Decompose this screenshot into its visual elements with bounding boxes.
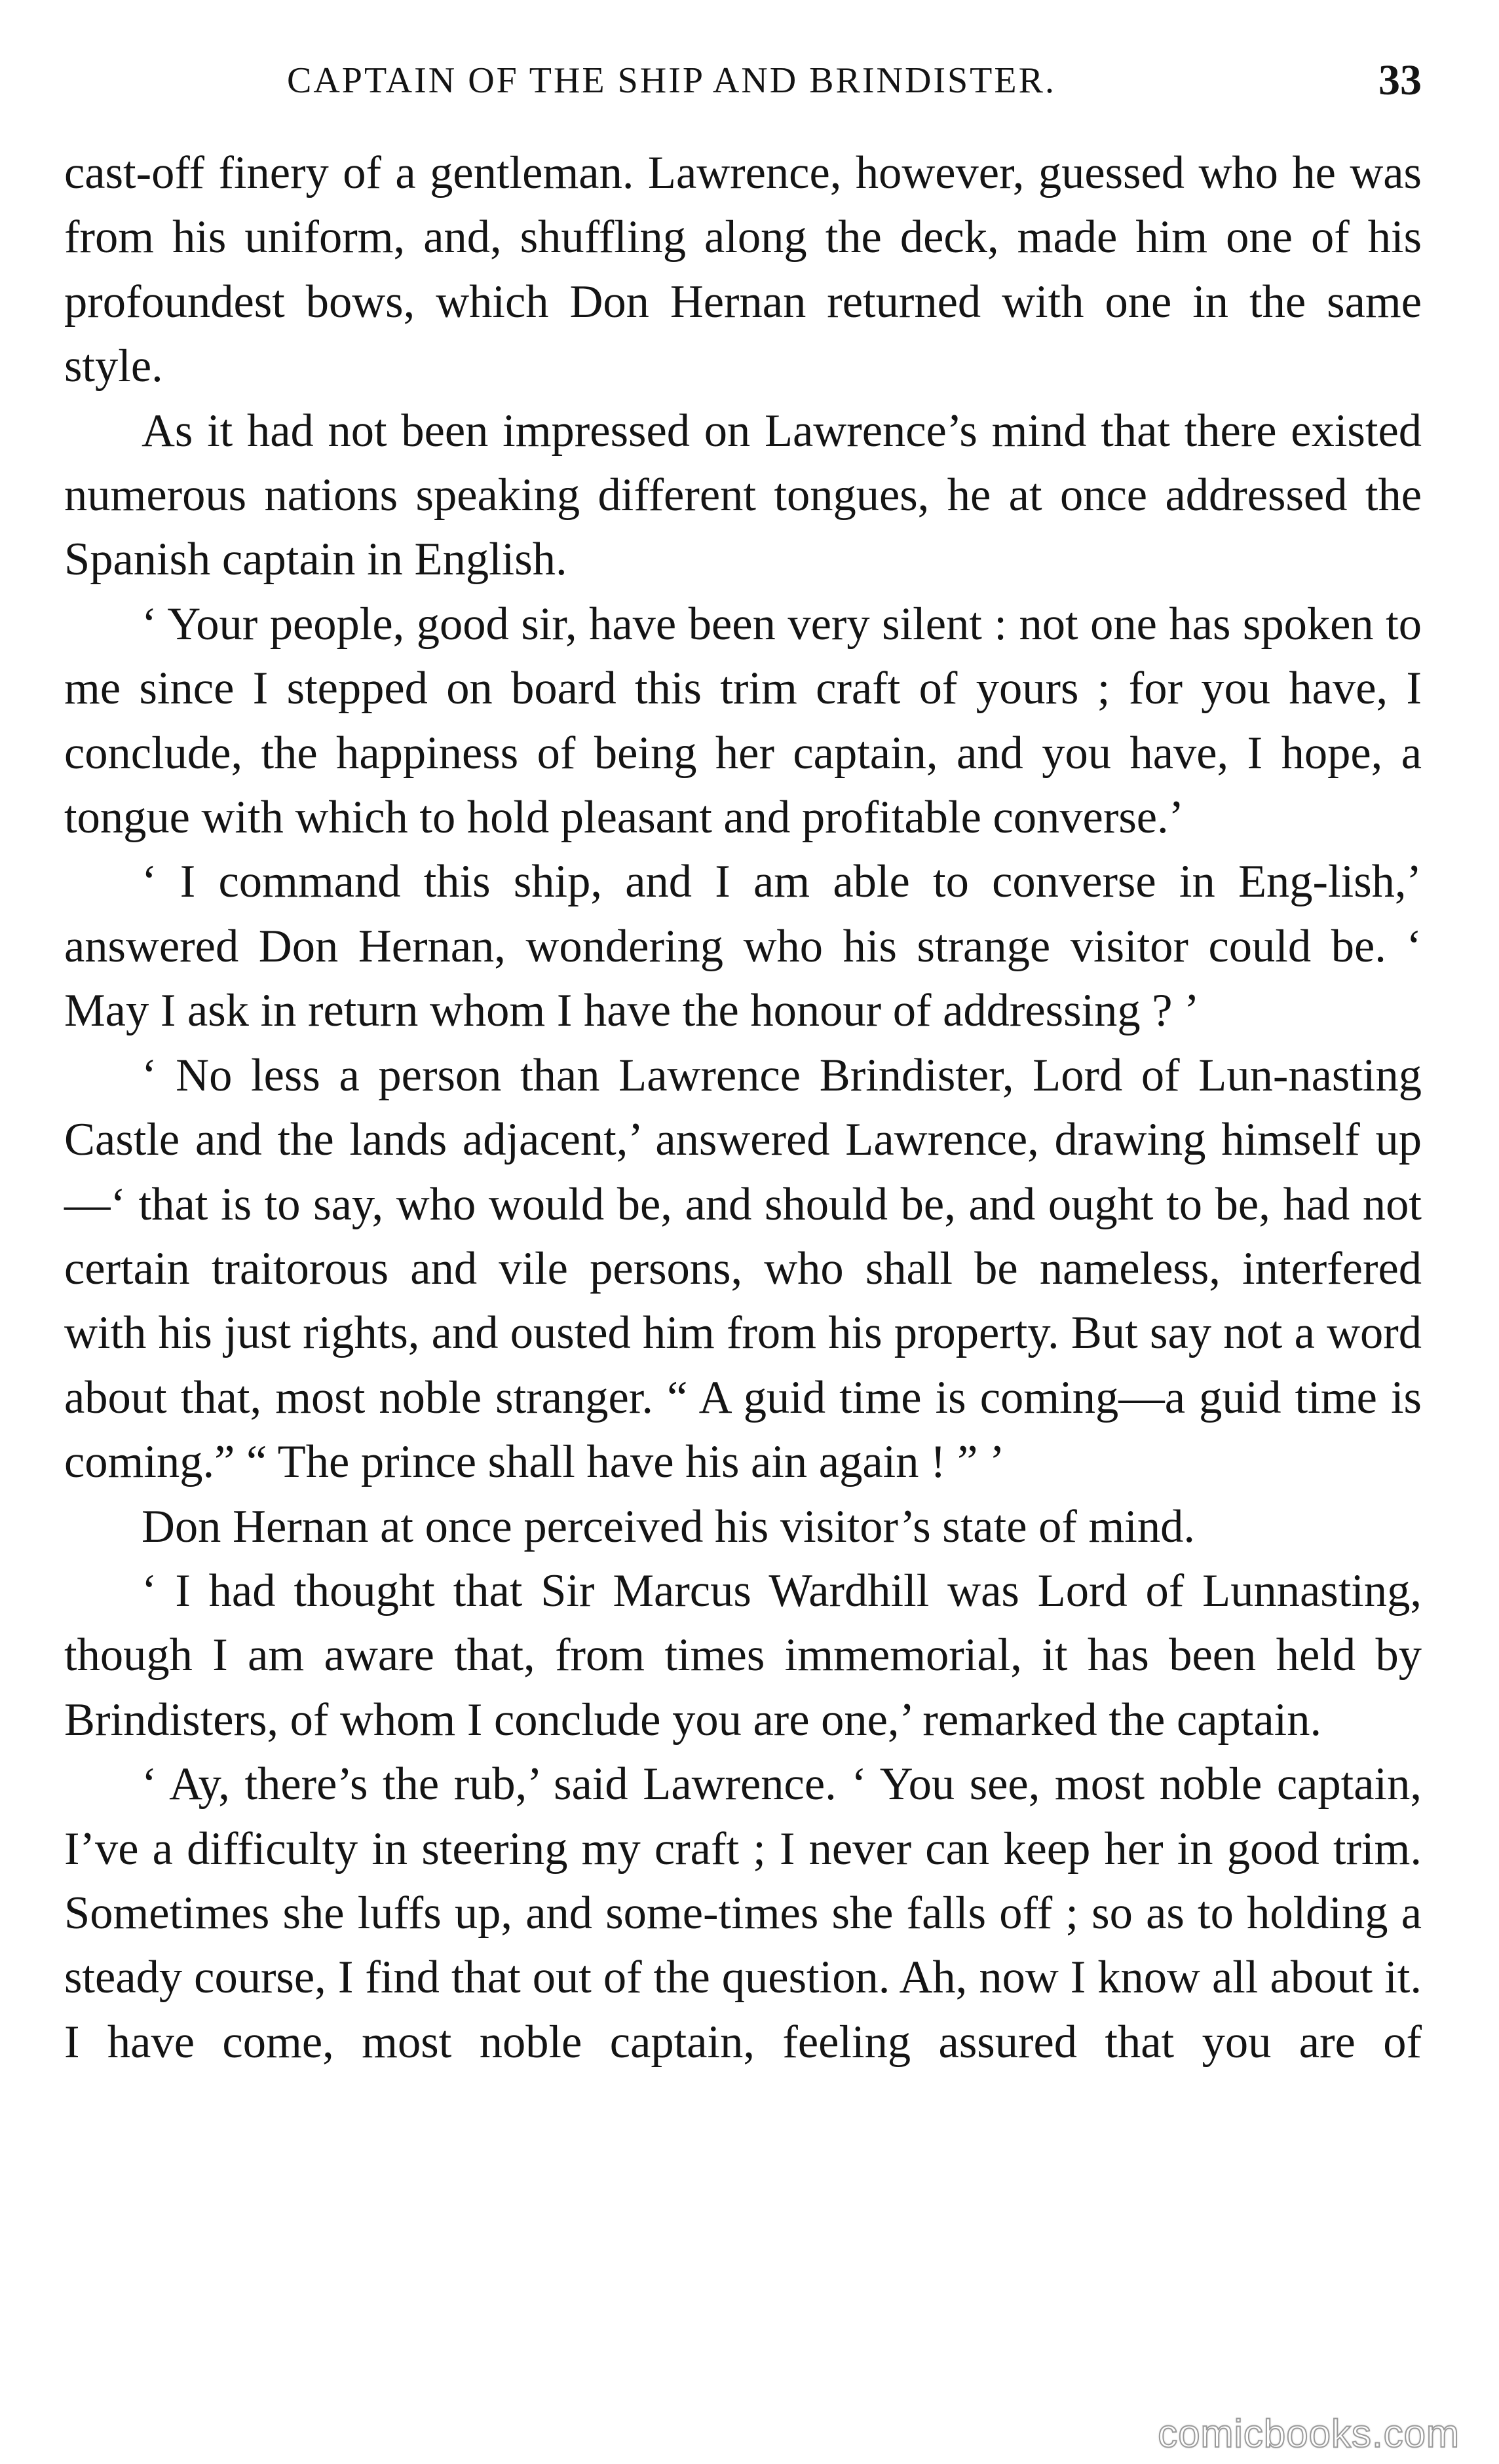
paragraph: ‘ Your people, good sir, have been very silent : not one has spoken to me since I stepped on board this trim craft of yours ; for you have, I conclude, the happiness of being her captain, and you have, I hope, a tongue with which to hold pleasant and profitable converse.’ bbox=[64, 598, 1422, 844]
paragraph: Don Hernan at once perceived his visitor’s state of mind. bbox=[142, 1501, 1196, 1552]
paragraph: ‘ I had thought that Sir Marcus Wardhill was Lord of Lunnasting, though I am aware that, from times immemorial, it has been held by Brindisters, of whom I conclude you are one,’ remarked the captain. bbox=[64, 1565, 1422, 1745]
running-title: CAPTAIN OF THE SHIP AND BRINDISTER. bbox=[287, 60, 1056, 101]
watermark: comicbooks.com bbox=[1158, 2412, 1460, 2455]
paragraph: ‘ No less a person than Lawrence Brindister, Lord of Lun-nasting Castle and the lands adjacent,’ answered Lawrence, drawing himself up—‘ that is to say, who would be, and should be, and ought to be, had not certain traitorous and vile persons, who shall be nameless, interfered with his just rights, and ousted him from his property. But say not a word about that, most noble stranger. “ A guid time is coming—a guid time is coming.” “ The prince shall have his ain again ! ” ’ bbox=[64, 1049, 1422, 1488]
page-header bbox=[64, 51, 1422, 110]
page-number: 33 bbox=[1378, 56, 1422, 104]
paragraph: As it had not been impressed on Lawrence’s mind that there existed numerous nations speaking different tongues, he at once addressed the Spanish captain in English. bbox=[64, 405, 1422, 586]
paragraph: ‘ Ay, there’s the rub,’ said Lawrence. ‘ You see, most noble captain, I’ve a difficulty in steering my craft ; I never can keep her in good trim. Sometimes she luffs up, and some-times she falls off ; so as to holding a steady course, I find that out of the question. Ah, now I know all about it. I have come, most noble captain, feeling assured that you are of bbox=[64, 1759, 1422, 2068]
body-text bbox=[64, 141, 1422, 2074]
paragraph: ‘ I command this ship, and I am able to converse in Eng-lish,’ answered Don Hernan, wondering who his strange visitor could be. ‘ May I ask in return whom I have the honour of addressing ? ’ bbox=[64, 856, 1422, 1037]
paragraph: cast-off finery of a gentleman. Lawrence, however, guessed who he was from his uniform, and, shuffling along the deck, made him one of his profoundest bows, which Don Hernan returned with one in the same style. bbox=[64, 147, 1422, 392]
